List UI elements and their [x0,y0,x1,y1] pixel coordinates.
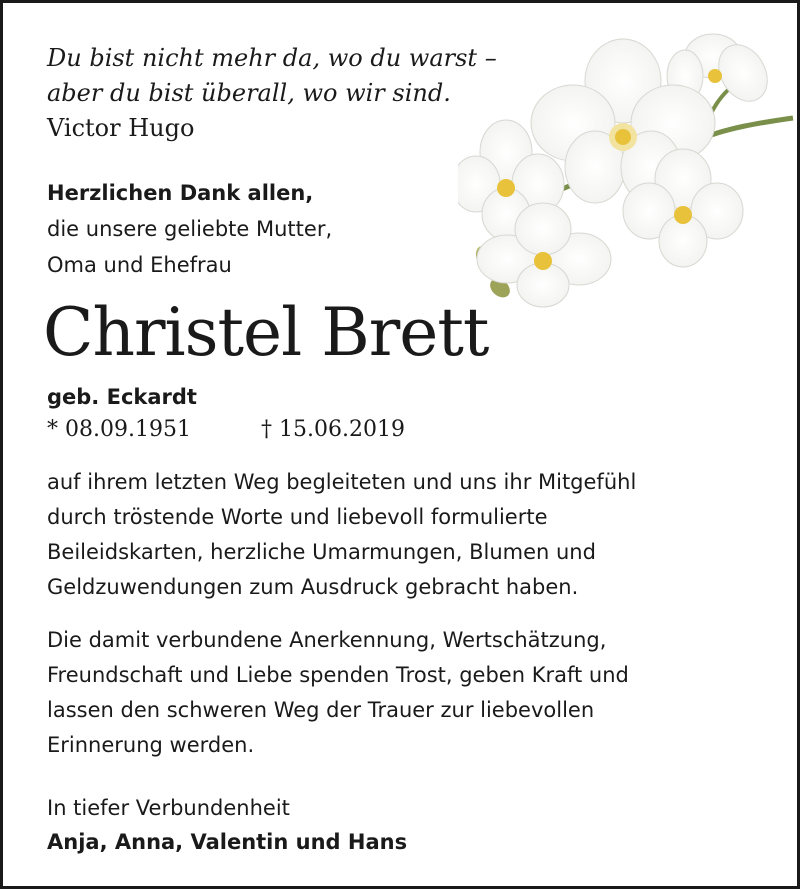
quote-line: aber du bist überall, wo wir sind. [47,79,451,107]
paragraph-line: Beileidskarten, herzliche Umarmungen, Blumen und [47,540,596,564]
life-dates [47,413,405,447]
comfort-paragraph [47,623,767,763]
paragraph-line: Freundschaft und Liebe spenden Trost, geben Kraft und [47,663,629,687]
gratitude-paragraph [47,465,767,605]
paragraph-line: durch tröstende Worte und liebevoll formulierte [47,505,548,529]
memorial-quote [47,41,497,146]
paragraph-line: auf ihrem letzten Weg begleiteten und uns ihr Mitgefühl [47,470,637,494]
closing-block [47,791,407,859]
birth-name: geb. Eckardt [47,385,197,409]
deceased-name: Christel Brett [43,294,489,371]
thanks-line: die unsere geliebte Mutter, [47,217,333,241]
paragraph-line: Die damit verbundene Anerkennung, Wertschätzung, [47,628,607,652]
closing-line: In tiefer Verbundenheit [47,796,290,820]
paragraph-line: Geldzuwendungen zum Ausdruck gebracht haben. [47,575,579,599]
thanks-line: Oma und Ehefrau [47,253,232,277]
signers: Anja, Anna, Valentin und Hans [47,830,408,854]
thanks-heading: Herzlichen Dank allen, [47,181,314,205]
birth-date: * 08.09.1951 [47,417,191,442]
white-orchid-icon [458,23,798,313]
quote-author: Victor Hugo [47,114,195,142]
thanks-block [47,175,332,283]
paragraph-line: lassen den schweren Weg der Trauer zur liebevollen [47,698,595,722]
death-date: † 15.06.2019 [261,417,405,442]
quote-line: Du bist nicht mehr da, wo du warst – [47,44,497,72]
paragraph-line: Erinnerung werden. [47,733,255,757]
